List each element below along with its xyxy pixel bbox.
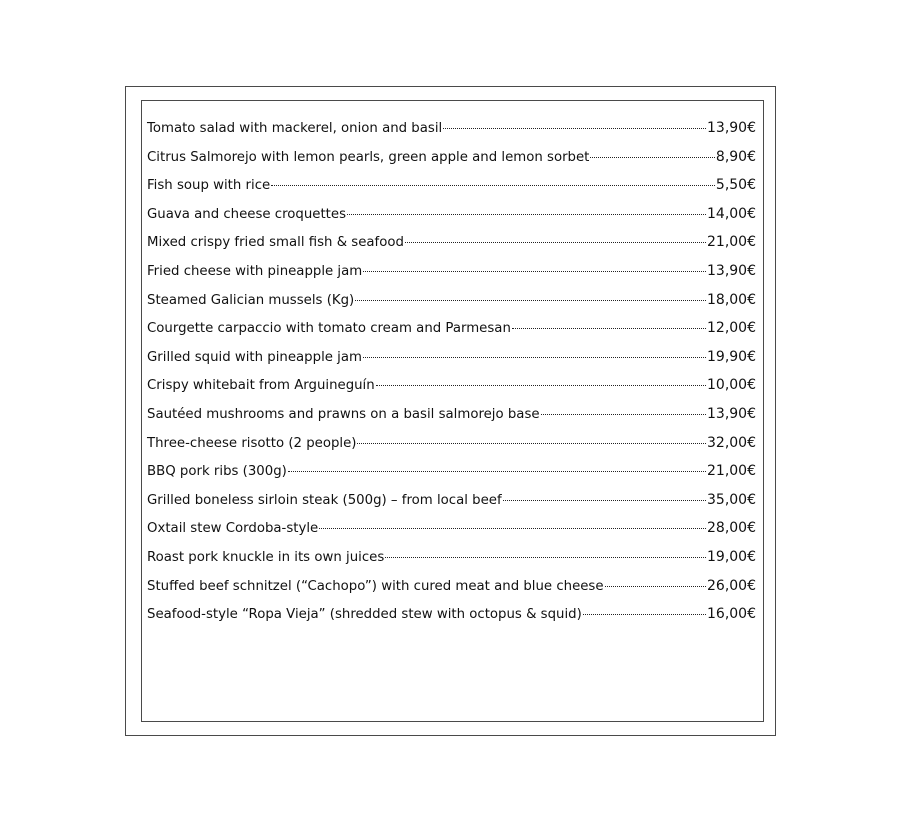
- menu-item-price: 18,00€: [707, 291, 756, 308]
- menu-item-price: 19,90€: [707, 348, 756, 365]
- menu-item-name: Steamed Galician mussels (Kg): [147, 292, 355, 308]
- menu-item: [147, 487, 756, 516]
- menu-item-price: 13,90€: [707, 120, 756, 136]
- menu-item: [147, 601, 756, 630]
- menu-item-name: Courgette carpaccio with tomato cream and Parmesan: [147, 321, 511, 337]
- menu-item-name: Three-cheese risotto (2 people): [147, 435, 357, 451]
- menu-item-name: Oxtail stew Cordoba-style: [147, 521, 319, 537]
- menu-item-price: 21,00€: [707, 463, 756, 480]
- dot-leader: [583, 613, 706, 615]
- menu-item-name: Sautéed mushrooms and prawns on a basil salmorejo base: [147, 406, 540, 422]
- menu-item-price: 10,00€: [707, 377, 756, 394]
- menu-item-price: 32,00€: [707, 434, 756, 451]
- menu-item-name: Tomato salad with mackerel, onion and basil: [147, 121, 443, 136]
- menu-item: [147, 315, 756, 344]
- menu-item: [147, 515, 756, 544]
- menu-item: [147, 287, 756, 316]
- dot-leader: [288, 470, 706, 472]
- menu-item-price: 28,00€: [707, 520, 756, 537]
- menu-item-price: 12,00€: [707, 320, 756, 337]
- menu-item-price: 13,90€: [707, 405, 756, 422]
- menu-item: [147, 544, 756, 573]
- dot-leader: [590, 156, 715, 158]
- menu-item: [147, 430, 756, 459]
- menu-item: [147, 372, 756, 401]
- menu-item-price: 5,50€: [715, 177, 756, 194]
- dot-leader: [376, 384, 706, 386]
- menu-item-price: 13,90€: [707, 262, 756, 279]
- menu-item-name: Mixed crispy fried small fish & seafood: [147, 235, 404, 251]
- dot-leader: [512, 327, 706, 329]
- menu-item: [147, 201, 756, 230]
- menu-item-name: Seafood-style “Ropa Vieja” (shredded stew with octopus & squid): [147, 607, 582, 623]
- dot-leader: [271, 184, 715, 186]
- menu-item-name: Roast pork knuckle in its own juices: [147, 549, 385, 565]
- menu-item: [147, 258, 756, 287]
- dot-leader: [363, 270, 706, 272]
- menu-item: [147, 229, 756, 258]
- dot-leader: [355, 299, 706, 301]
- menu-item-price: 16,00€: [707, 606, 756, 623]
- dot-leader: [405, 241, 706, 243]
- menu-item-price: 35,00€: [707, 491, 756, 508]
- menu-item-name: Fried cheese with pineapple jam: [147, 263, 363, 279]
- menu-item-price: 21,00€: [707, 234, 756, 251]
- menu-list: [147, 115, 756, 630]
- menu-item-name: Grilled boneless sirloin steak (500g) – from local beef: [147, 492, 502, 508]
- dot-leader: [385, 556, 706, 558]
- menu-item: [147, 144, 756, 173]
- menu-item-name: BBQ pork ribs (300g): [147, 464, 287, 480]
- dot-leader: [319, 527, 706, 529]
- menu-item: [147, 172, 756, 201]
- dot-leader: [443, 127, 706, 129]
- menu-item-name: Fish soup with rice: [147, 178, 271, 194]
- menu-item-name: Citrus Salmorejo with lemon pearls, green apple and lemon sorbet: [147, 149, 590, 165]
- menu-item: [147, 458, 756, 487]
- menu-item: [147, 401, 756, 430]
- menu-item-price: 8,90€: [715, 148, 756, 165]
- dot-leader: [347, 213, 706, 215]
- menu-item-name: Crispy whitebait from Arguineguín: [147, 378, 375, 394]
- dot-leader: [503, 499, 706, 501]
- menu-item-name: Grilled squid with pineapple jam: [147, 349, 362, 365]
- menu-item-price: 26,00€: [707, 577, 756, 594]
- menu-item: [147, 573, 756, 602]
- menu-item-price: 14,00€: [707, 205, 756, 222]
- menu-item-price: 19,00€: [707, 548, 756, 565]
- menu-item-name: Stuffed beef schnitzel (“Cachopo”) with cured meat and blue cheese: [147, 578, 604, 594]
- menu-item: [147, 344, 756, 373]
- dot-leader: [605, 585, 706, 587]
- menu-item: [147, 115, 756, 144]
- dot-leader: [357, 442, 706, 444]
- dot-leader: [363, 356, 706, 358]
- dot-leader: [541, 413, 706, 415]
- menu-item-name: Guava and cheese croquettes: [147, 206, 347, 222]
